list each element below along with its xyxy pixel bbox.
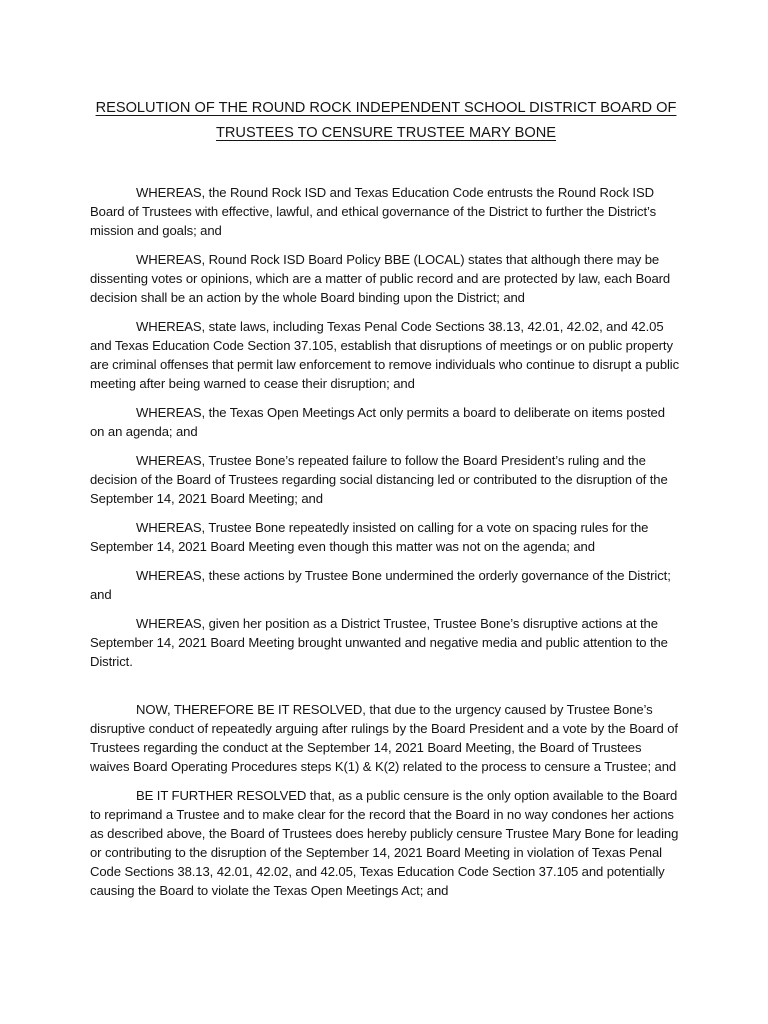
whereas-paragraph-2: WHEREAS, Round Rock ISD Board Policy BBE (LOCAL) states that although there may be dissenting votes or opinions, which are a matter of public record and are protected by law, each Board decision shall be an action by the whole Board binding upon the District; and [90, 252, 671, 305]
title-line-2: TRUSTEES TO CENSURE TRUSTEE MARY BONE [215, 125, 557, 141]
title-line-1: RESOLUTION OF THE ROUND ROCK INDEPENDENT SCHOOL DISTRICT BOARD OF [95, 100, 677, 116]
whereas-paragraph-6: WHEREAS, Trustee Bone repeatedly insisted on calling for a vote on spacing rules for the September 14, 2021 Board Meeting even though this matter was not on the agenda; and [90, 520, 649, 554]
whereas-paragraph-1: WHEREAS, the Round Rock ISD and Texas Education Code entrusts the Round Rock ISD Board of Trustees with effective, lawful, and ethical governance of the District to further the District’s mission and goals; and [90, 185, 657, 238]
whereas-paragraph-4: WHEREAS, the Texas Open Meetings Act only permits a board to deliberate on items posted on an agenda; and [90, 405, 665, 439]
whereas-paragraph-7: WHEREAS, these actions by Trustee Bone undermined the orderly governance of the District; and [90, 568, 671, 602]
resolved-paragraph-2: BE IT FURTHER RESOLVED that, as a public censure is the only option available to the Board to reprimand a Trustee and to make clear for the record that the Board in no way condones her actions as described above, the Board of Trustees does hereby publicly censure Trustee Mary Bone for leading or contributing to the disruption of the September 14, 2021 Board Meeting in violation of Texas Penal Code Sections 38.13, 42.01, 42.02, and 42.05, Texas Education Code Section 37.105 and potentially causing the Board to violate the Texas Open Meetings Act; and [90, 788, 679, 898]
resolved-paragraph-1: NOW, THEREFORE BE IT RESOLVED, that due to the urgency caused by Trustee Bone’s disruptive conduct of repeatedly arguing after rulings by the Board President and a vote by the Board of Trustees regarding the conduct at the September 14, 2021 Board Meeting, the Board of Trustees waives Board Operating Procedures steps K(1) & K(2) related to the process to censure a Trustee; and [90, 702, 678, 774]
whereas-paragraph-8: WHEREAS, given her position as a District Trustee, Trustee Bone’s disruptive actions at the September 14, 2021 Board Meeting brought unwanted and negative media and public attention to the District. [90, 616, 668, 669]
resolution-title [90, 96, 682, 146]
whereas-paragraph-3: WHEREAS, state laws, including Texas Penal Code Sections 38.13, 42.01, 42.02, and 42.05 and Texas Education Code Section 37.105, establish that disruptions of meetings or on public property are criminal offenses that permit law enforcement to remove individuals who continue to disrupt a public meeting after being warned to cease their disruption; and [90, 319, 680, 391]
whereas-paragraph-5: WHEREAS, Trustee Bone’s repeated failure to follow the Board President’s ruling and the decision of the Board of Trustees regarding social distancing led or contributed to the disruption of the September 14, 2021 Board Meeting; and [90, 453, 668, 506]
